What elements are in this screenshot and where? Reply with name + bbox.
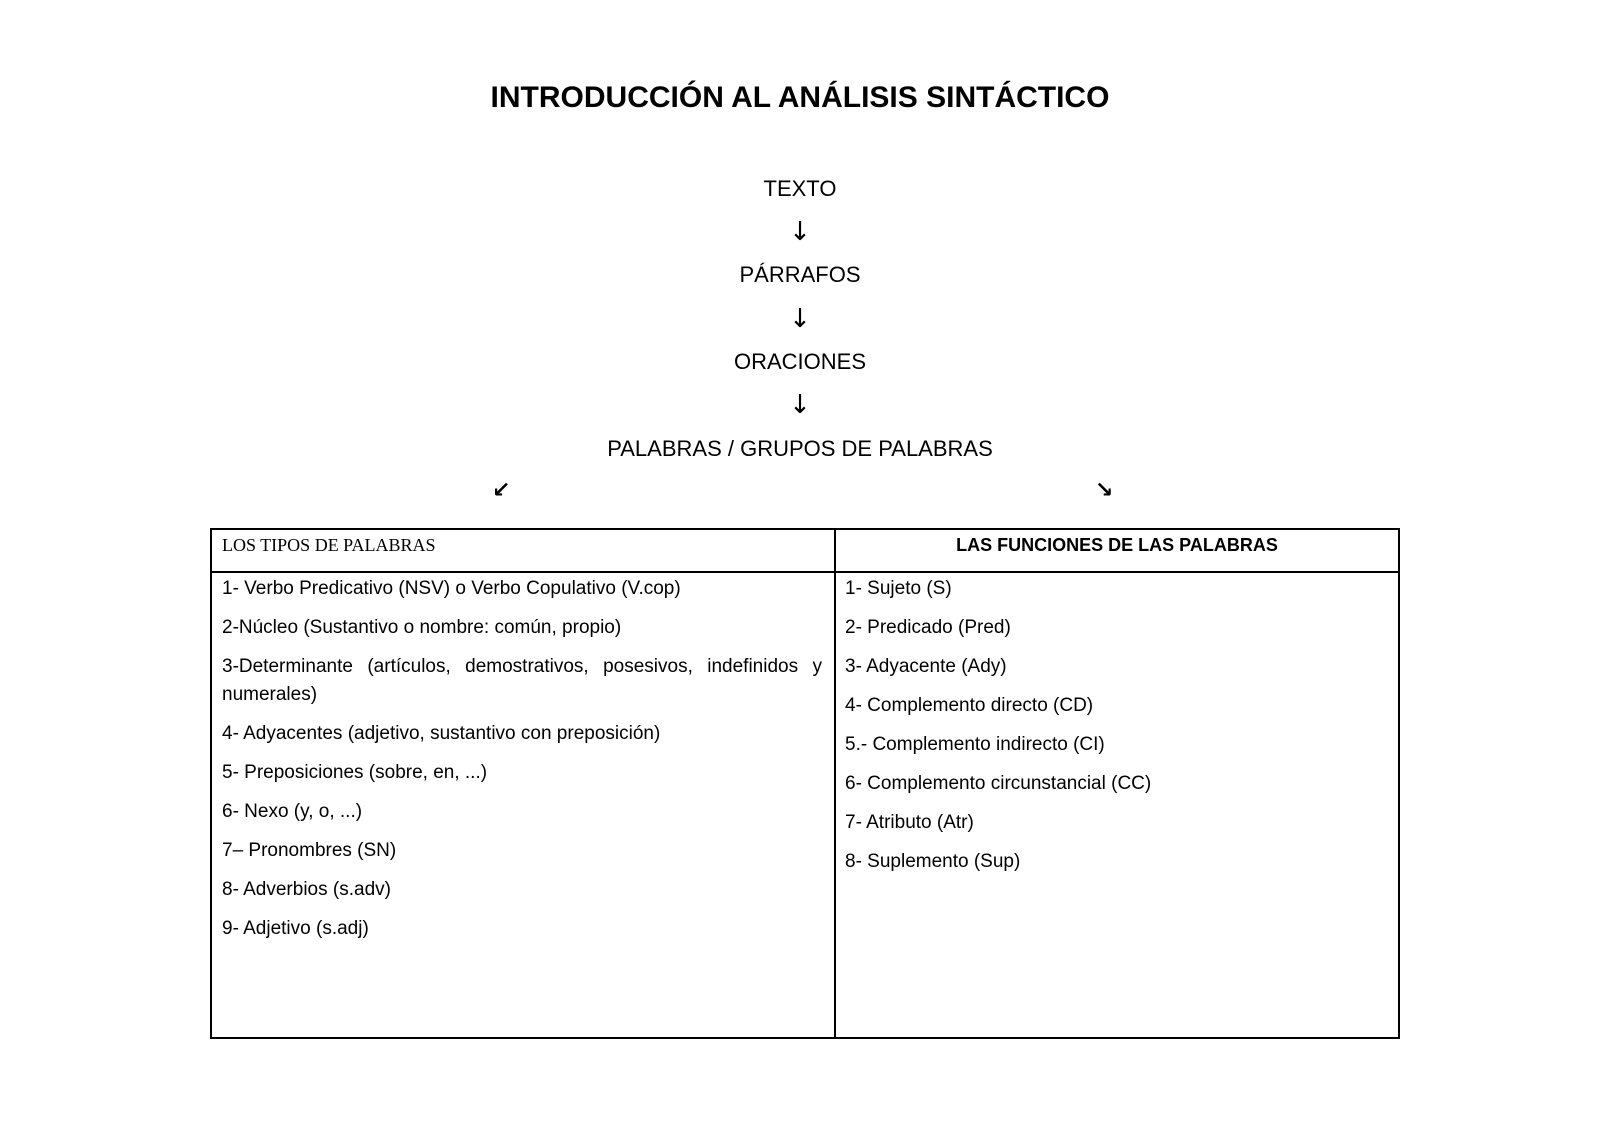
list-item: 7– Pronombres (SN) [222, 840, 397, 861]
list-item: 1- Sujeto (S) [845, 578, 952, 599]
list-item: 8- Suplemento (Sup) [845, 851, 1021, 872]
header-divider [212, 571, 1398, 573]
list-item: 6- Complemento circunstancial (CC) [845, 773, 1152, 794]
word-functions-header: LAS FUNCIONES DE LAS PALABRAS [956, 535, 1278, 555]
list-item: 2- Predicado (Pred) [845, 617, 1011, 638]
list-item: 5.- Complemento indirecto (CI) [845, 734, 1105, 755]
list-item: 5- Preposiciones (sobre, en, ...) [222, 762, 488, 783]
word-functions-list [845, 575, 1385, 887]
list-item: 1- Verbo Predicativo (NSV) o Verbo Copulativo (V.cop) [222, 578, 681, 599]
flow-step-parrafos: PÁRRAFOS [739, 262, 861, 287]
list-item: 4- Complemento directo (CD) [845, 695, 1094, 716]
word-types-list [222, 575, 822, 954]
list-item: 8- Adverbios (s.adv) [222, 879, 391, 900]
list-item: 9- Adjetivo (s.adj) [222, 918, 369, 939]
page-title: INTRODUCCIÓN AL ANÁLISIS SINTÁCTICO [490, 81, 1110, 114]
arrow-down-icon: ↓ [789, 217, 811, 247]
column-divider [834, 530, 836, 1037]
list-item: 2-Núcleo (Sustantivo o nombre: común, propio) [222, 617, 622, 638]
arrow-down-icon: ↓ [789, 304, 811, 334]
list-item: 4- Adyacentes (adjetivo, sustantivo con preposición) [222, 723, 661, 744]
list-item: 3- Adyacente (Ady) [845, 656, 1007, 677]
list-item: 7- Atributo (Atr) [845, 812, 974, 833]
flow-step-palabras: PALABRAS / GRUPOS DE PALABRAS [607, 436, 993, 461]
word-types-header: LOS TIPOS DE PALABRAS [222, 535, 436, 555]
flow-step-oraciones: ORACIONES [733, 349, 867, 374]
arrow-down-left-icon: ↙ [492, 478, 511, 503]
arrow-down-icon: ↓ [789, 390, 811, 420]
word-types-functions-table [210, 528, 1400, 1039]
flow-step-texto: TEXTO [763, 176, 837, 201]
list-item: 6- Nexo (y, o, ...) [222, 801, 363, 822]
list-item: 3-Determinante (artículos, demostrativos, posesivos, indefinidos y numerales) [222, 656, 822, 705]
arrow-down-right-icon: ↘ [1095, 478, 1114, 503]
